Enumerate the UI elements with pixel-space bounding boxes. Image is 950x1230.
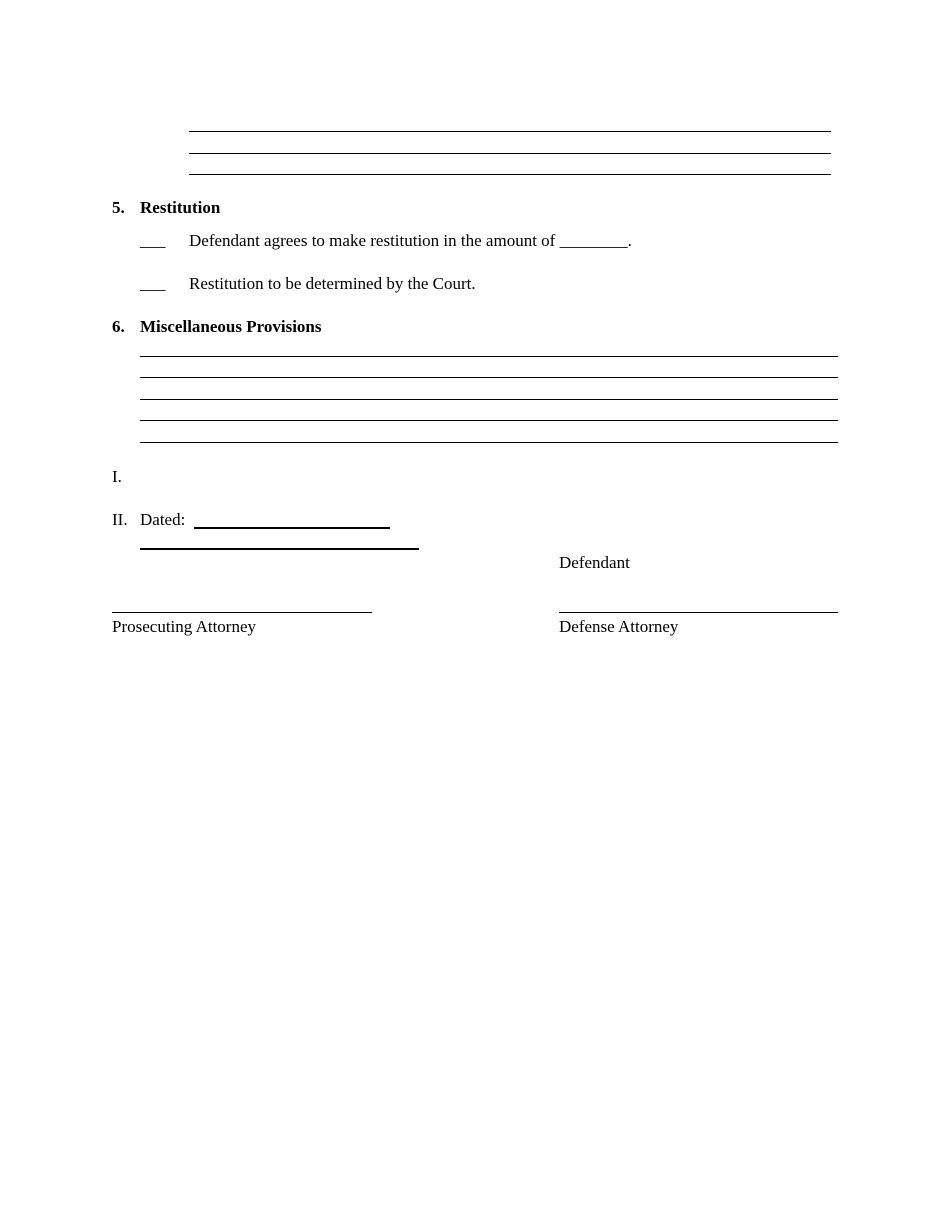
restitution-court-checkbox-blank[interactable]: ___	[140, 274, 166, 293]
defendant-signature-line[interactable]	[140, 548, 419, 550]
roman-numeral-2: II.	[112, 510, 128, 529]
section-5-number: 5.	[112, 198, 125, 217]
prosecuting-attorney-label: Prosecuting Attorney	[112, 617, 257, 636]
section-6-number: 6.	[112, 317, 125, 336]
restitution-amount-text: Defendant agrees to make restitution in the amount of ________.	[189, 231, 632, 250]
dated-label: Dated:	[140, 510, 186, 529]
defendant-label: Defendant	[559, 553, 630, 572]
prosecuting-attorney-signature-line[interactable]	[112, 612, 372, 613]
misc-provisions-line-5[interactable]	[140, 442, 838, 443]
misc-provisions-line-4[interactable]	[140, 420, 838, 421]
continuation-line-3[interactable]	[189, 174, 831, 175]
section-5-heading: Restitution	[140, 198, 221, 217]
restitution-amount-checkbox-blank[interactable]: ___	[140, 231, 166, 250]
dated-field-line[interactable]	[194, 527, 390, 529]
misc-provisions-line-2[interactable]	[140, 377, 838, 378]
section-6-heading: Miscellaneous Provisions	[140, 317, 322, 336]
continuation-line-1[interactable]	[189, 131, 831, 132]
misc-provisions-line-3[interactable]	[140, 399, 838, 400]
misc-provisions-line-1[interactable]	[140, 356, 838, 357]
defense-attorney-signature-line[interactable]	[559, 612, 838, 613]
continuation-line-2[interactable]	[189, 153, 831, 154]
defense-attorney-label: Defense Attorney	[559, 617, 679, 636]
roman-numeral-1: I.	[112, 467, 122, 486]
restitution-court-text: Restitution to be determined by the Court.	[189, 274, 476, 293]
